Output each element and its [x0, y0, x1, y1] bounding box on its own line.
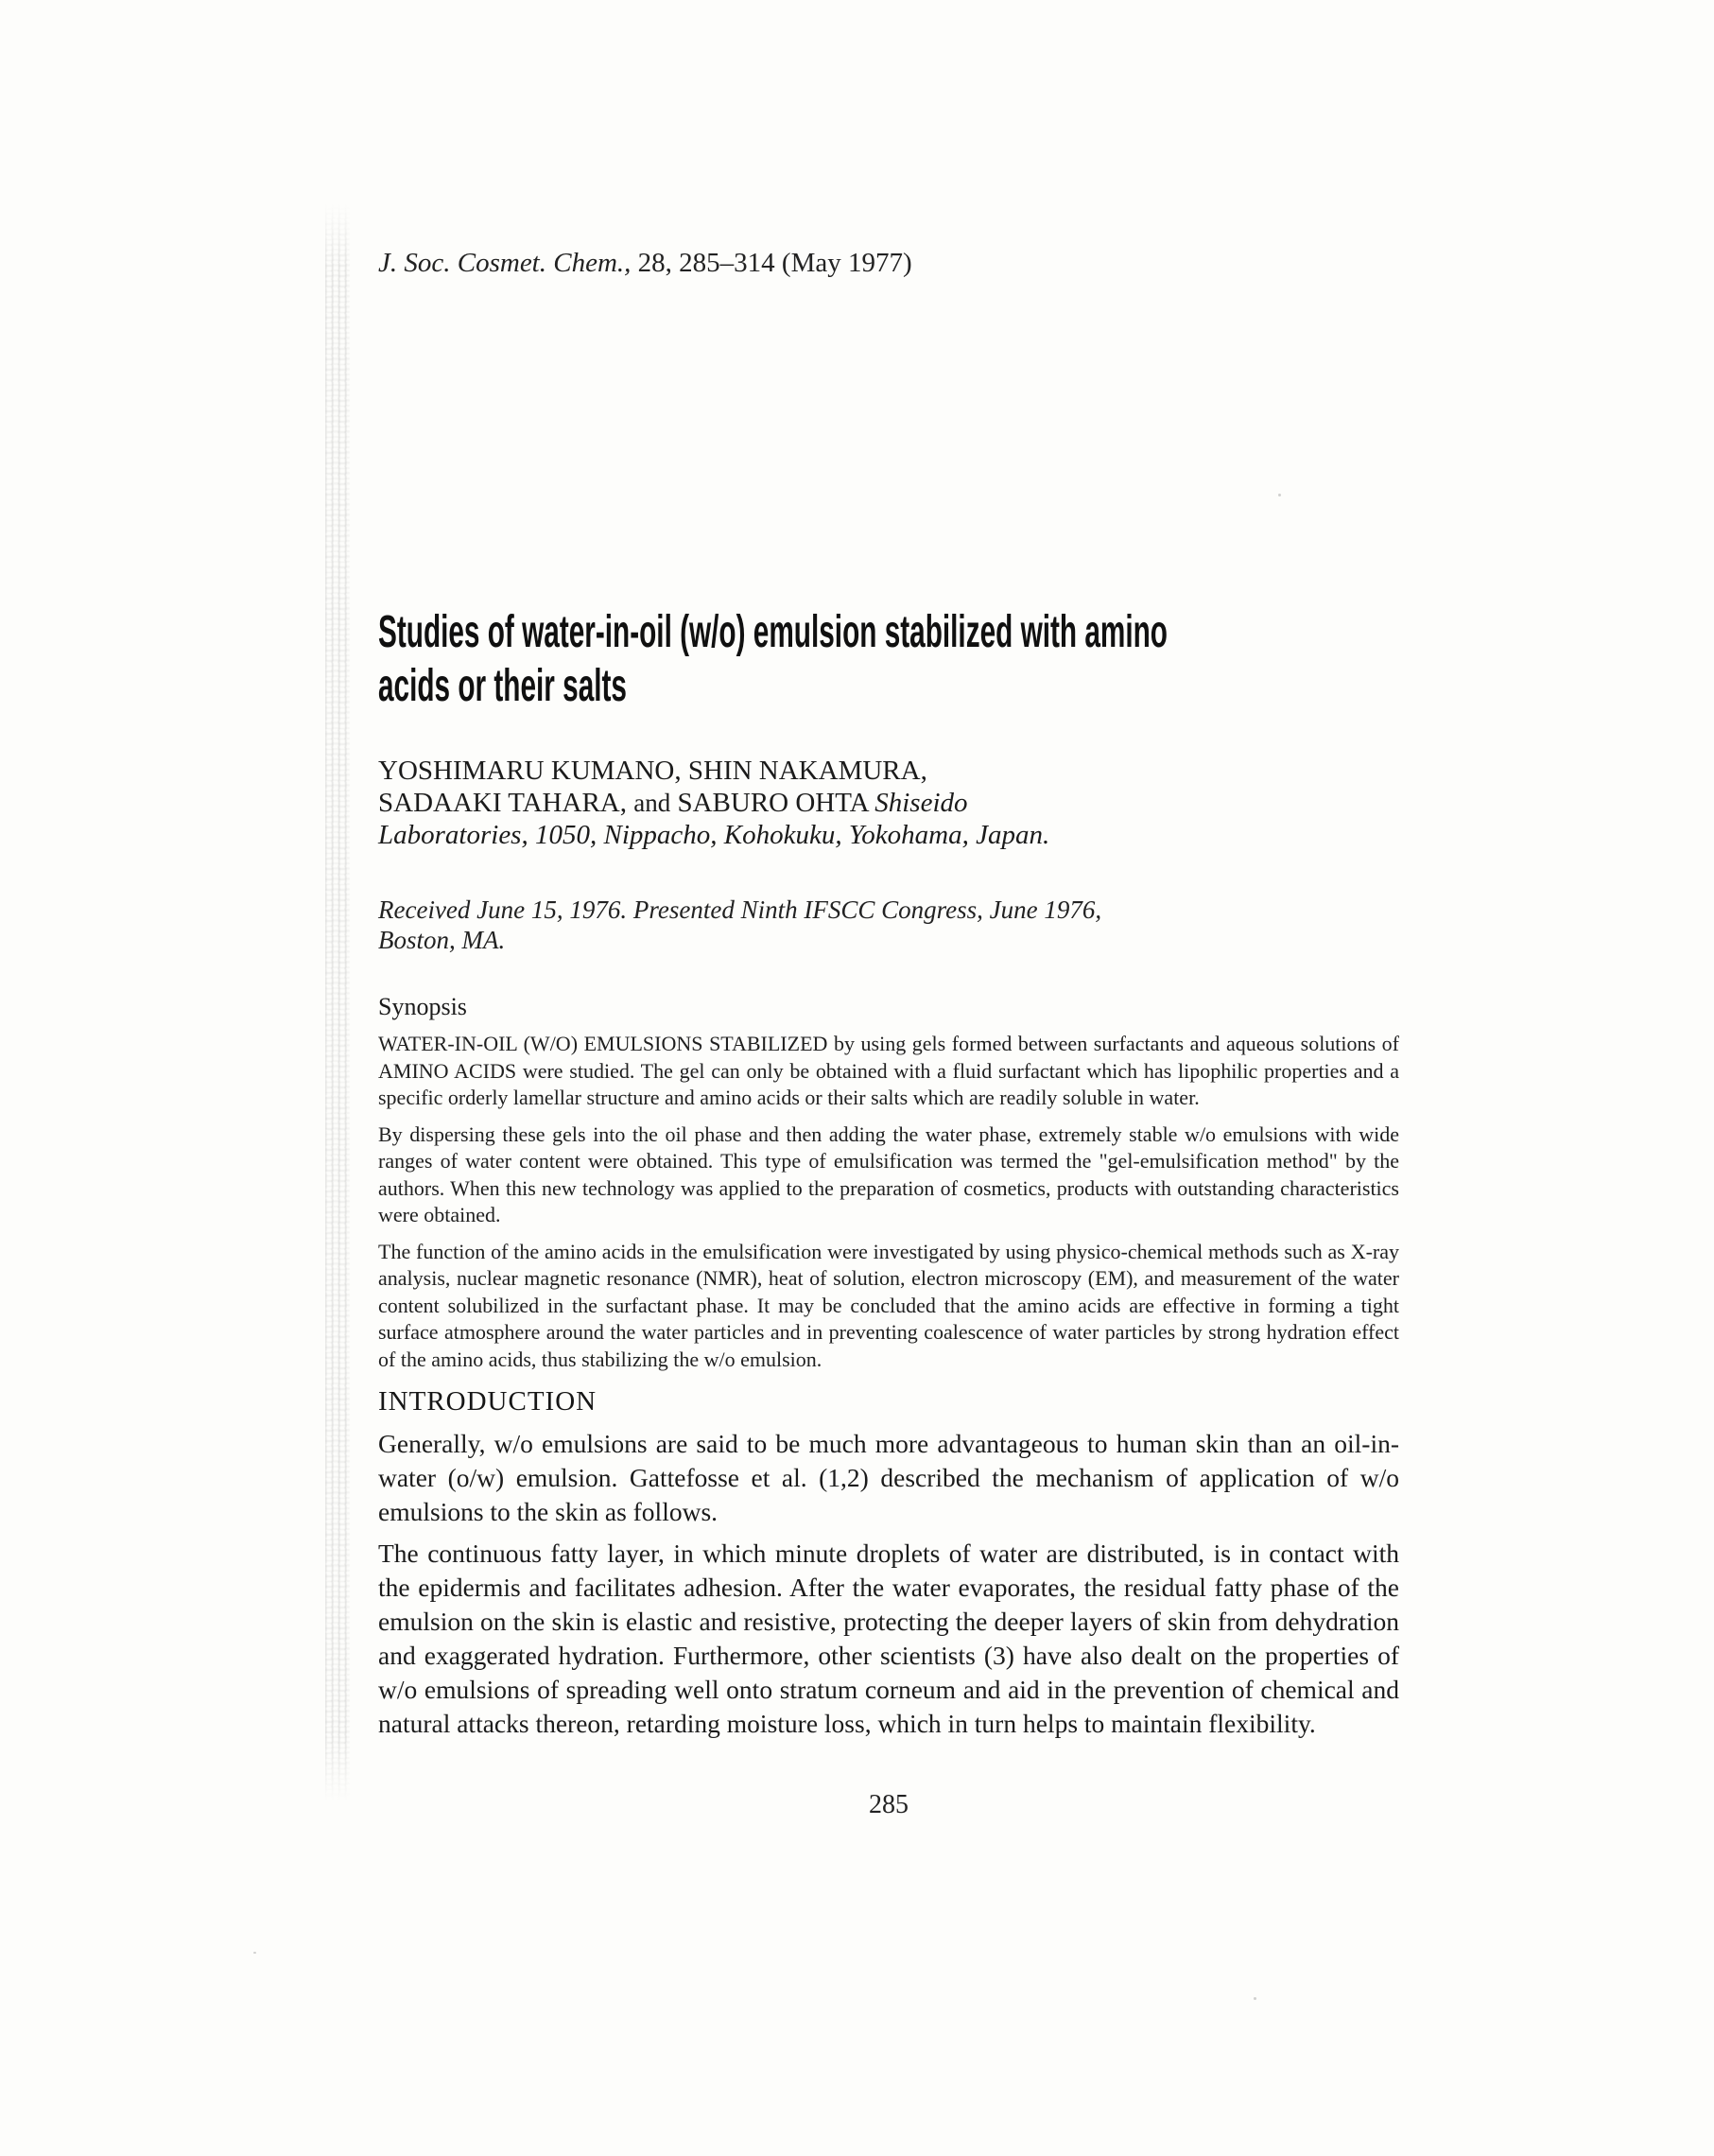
- author-line1: YOSHIMARU KUMANO, SHIN NAKAMURA,: [378, 756, 927, 786]
- article-content: [378, 0, 1399, 1820]
- scan-speck: [1254, 1997, 1256, 2000]
- journal-reference-line: [378, 248, 1399, 279]
- binding-scan-artifact: [325, 203, 350, 1801]
- synopsis-body: [378, 1031, 1399, 1373]
- affiliation-line: Laboratories, 1050, Nippacho, Kohokuku, Yokohama, Japan.: [378, 820, 1050, 850]
- synopsis-heading: Synopsis: [378, 993, 467, 1020]
- page-number: 285: [869, 1790, 909, 1819]
- article-title-line1: Studies of water-in-oil (w/o) emulsion stabilized with amino: [378, 607, 1168, 657]
- author-line2: [378, 787, 1399, 819]
- received-note: [378, 895, 1399, 955]
- introduction-heading: INTRODUCTION: [378, 1386, 597, 1417]
- author-names-b: SABURO OHTA: [677, 788, 868, 818]
- journal-name: J. Soc. Cosmet. Chem.,: [378, 248, 632, 278]
- synopsis-paragraph-2: By dispersing these gels into the oil phase and then adding the water phase, extremely stable w/o emulsions with wide ranges of water content were obtained. This type of emulsification was termed the "gel-emulsification method" by the authors. When this new technology was applied to the preparation of cosmetics, products with outstanding characteristics were obtained.: [378, 1121, 1399, 1226]
- author-conjunction: and: [633, 789, 671, 817]
- introduction-paragraph-1: Generally, w/o emulsions are said to be much more advantageous to human skin than an oil-in-water (o/w) emulsion. Gattefosse et al. (1,2) described the mechanism of application of w/o emulsions to the skin as follows.: [378, 1429, 1399, 1526]
- synopsis-paragraph-1: WATER-IN-OIL (W/O) EMULSIONS STABILIZED by using gels formed between surfactants and aqueous solutions of AMINO ACIDS were studied. The gel can only be obtained with a fluid surfactant which has lipophilic properties and a specific orderly lamellar structure and amino acids or their salts which are readily soluble in water.: [378, 1032, 1399, 1109]
- introduction-paragraph-2: The continuous fatty layer, in which minute droplets of water are distributed, is in contact with the epidermis and facilitates adhesion. After the water evaporates, the residual fatty phase of the emulsion on the skin is elastic and resistive, protecting the deeper layers of skin from dehydration and exaggerated hydration. Furthermore, other scientists (3) have also dealt on the properties of w/o emulsions of spreading well onto stratum corneum and aid in the prevention of chemical and natural attacks thereon, retarding moisture loss, which in turn helps to maintain flexibility.: [378, 1539, 1399, 1738]
- synopsis-paragraph-3: The function of the amino acids in the emulsification were investigated by using physico-chemical methods such as X-ray analysis, nuclear magnetic resonance (NMR), heat of solution, electron microscopy (EM), and measurement of the water content solubilized in the surfactant phase. It may be concluded that the amino acids are effective in forming a tight surface atmosphere around the water particles and in preventing coalescence of water particles by strong hydration effect of the amino acids, thus stabilizing the w/o emulsion.: [378, 1239, 1399, 1371]
- article-title-line2: acids or their salts: [378, 661, 627, 711]
- author-names-a: SADAAKI TAHARA,: [378, 788, 627, 818]
- journal-citation: 28, 285–314 (May 1977): [637, 248, 912, 278]
- received-line2: Boston, MA.: [378, 926, 506, 954]
- article-title: [378, 605, 1168, 713]
- introduction-body: [378, 1427, 1399, 1741]
- scan-speck: [253, 1952, 256, 1954]
- received-line1: Received June 15, 1976. Presented Ninth IFSCC Congress, June 1976,: [378, 895, 1102, 924]
- author-block: [378, 755, 1399, 851]
- affiliation-runin: Shiseido: [874, 788, 968, 818]
